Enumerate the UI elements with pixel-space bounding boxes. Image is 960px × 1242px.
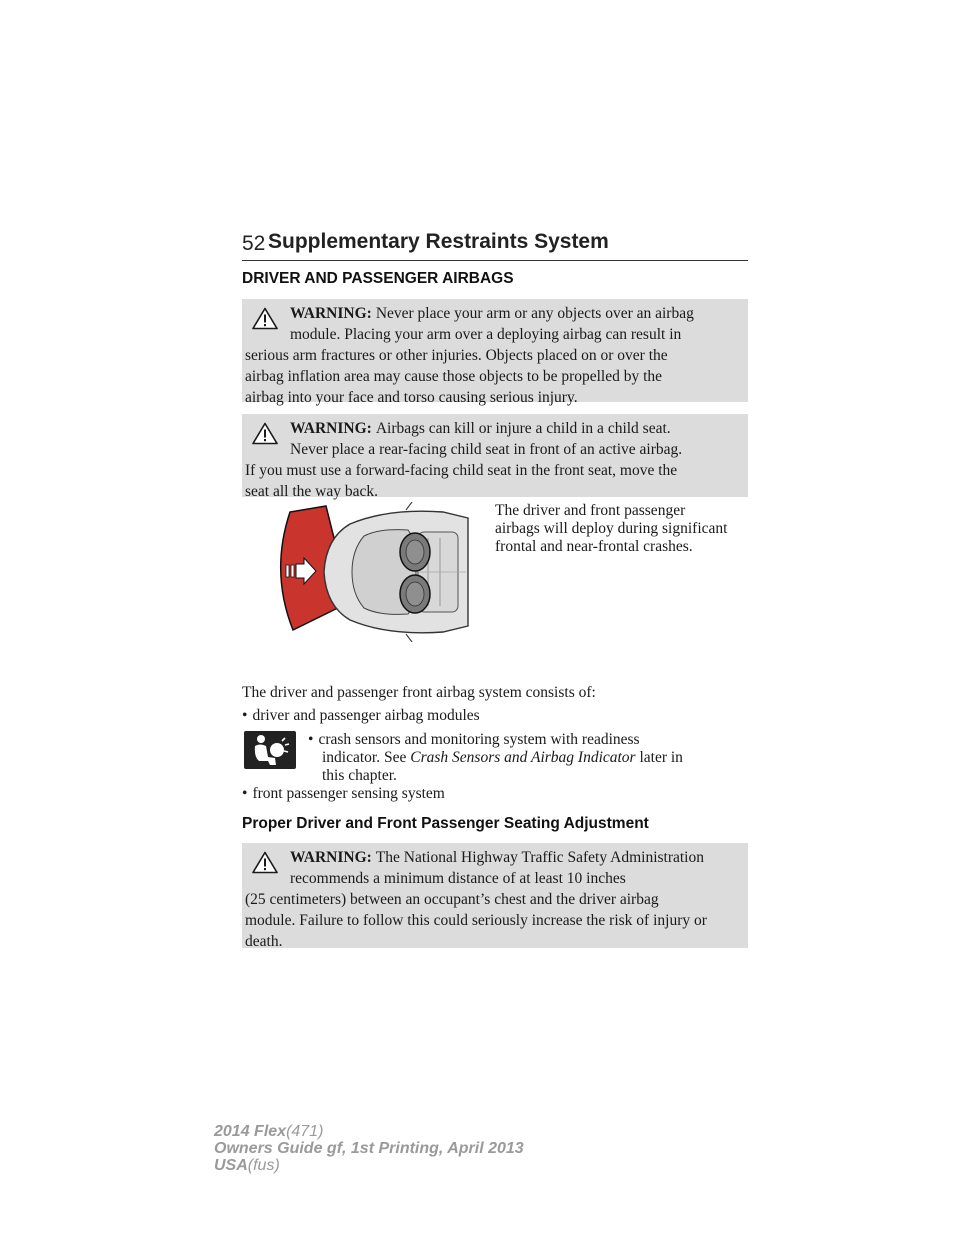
warning-label: WARNING: bbox=[290, 305, 372, 322]
warning-text-line: death. bbox=[245, 933, 283, 950]
footer-printing: Owners Guide gf, 1st Printing, April 2013 bbox=[214, 1140, 524, 1157]
page-footer bbox=[214, 1123, 524, 1174]
chapter-title: Supplementary Restraints System bbox=[268, 230, 609, 253]
footer-model: 2014 Flex bbox=[214, 1123, 287, 1140]
warning-text-line: If you must use a forward-facing child seat in the front seat, move the bbox=[245, 462, 678, 479]
warning-text-line: airbag into your face and torso causing serious injury. bbox=[245, 389, 578, 406]
warning-text-line: module. Failure to follow this could seriously increase the risk of injury or bbox=[245, 912, 707, 929]
text-line: The driver and front passenger bbox=[495, 502, 686, 519]
deploy-description bbox=[495, 502, 727, 556]
warning-text-line: module. Placing your arm over a deploying airbag can result in bbox=[290, 326, 682, 343]
warning-box-arm bbox=[242, 299, 748, 406]
page-number: 52 bbox=[242, 232, 266, 255]
text-line: frontal and near-frontal crashes. bbox=[495, 538, 693, 555]
bullet-item bbox=[242, 785, 445, 803]
airbag-icon bbox=[400, 533, 430, 571]
warning-text-line: airbag inflation area may cause those objects to be propelled by the bbox=[245, 368, 663, 385]
bullet-text: front passenger sensing system bbox=[252, 785, 445, 802]
warning-text-line: recommends a minimum distance of at least 10 inches bbox=[290, 870, 626, 887]
page-header bbox=[242, 230, 748, 261]
warning-text-line: (25 centimeters) between an occupant’s chest and the driver airbag bbox=[245, 891, 659, 908]
airbag-deployment-illustration bbox=[268, 502, 478, 642]
warning-triangle-icon bbox=[252, 422, 278, 445]
footer-market: USA bbox=[214, 1157, 248, 1174]
warning-triangle-icon bbox=[252, 307, 278, 330]
airbag-warning-indicator-icon bbox=[244, 731, 296, 769]
text-line: airbags will deploy during significant bbox=[495, 520, 728, 537]
warning-box-distance bbox=[242, 843, 748, 948]
bullet-marker: • bbox=[308, 731, 314, 748]
section-heading-seating: Proper Driver and Front Passenger Seating Adjustment bbox=[242, 815, 649, 832]
system-components-intro: The driver and passenger front airbag system consists of: bbox=[242, 684, 596, 701]
bullet-text: driver and passenger airbag modules bbox=[252, 707, 480, 724]
warning-label: WARNING: bbox=[290, 849, 372, 866]
warning-text-line: The National Highway Traffic Safety Administration bbox=[375, 849, 704, 866]
bullet-text: indicator. See bbox=[322, 749, 411, 766]
airbag-icon bbox=[400, 575, 430, 613]
bullet-marker: • bbox=[242, 707, 248, 724]
footer-market-code: (fus) bbox=[247, 1157, 280, 1174]
warning-text-line: seat all the way back. bbox=[245, 483, 378, 500]
bullet-item bbox=[242, 707, 480, 725]
cross-reference-link[interactable]: Crash Sensors and Airbag Indicator bbox=[410, 749, 636, 766]
section-heading-airbags: DRIVER AND PASSENGER AIRBAGS bbox=[242, 270, 514, 287]
bullet-marker: • bbox=[242, 785, 248, 802]
footer-model-code: (471) bbox=[286, 1123, 324, 1140]
bullet-text: this chapter. bbox=[322, 767, 397, 784]
warning-label: WARNING: bbox=[290, 420, 372, 437]
warning-text-line: Airbags can kill or injure a child in a child seat. bbox=[375, 420, 671, 437]
vehicle-top-view-icon bbox=[324, 502, 468, 642]
warning-text-line: serious arm fractures or other injuries. Objects placed on or over the bbox=[245, 347, 668, 364]
bullet-text: later in bbox=[635, 749, 683, 766]
warning-text-line: Never place your arm or any objects over an airbag bbox=[375, 305, 694, 322]
bullet-item bbox=[308, 731, 683, 785]
warning-triangle-icon bbox=[252, 851, 278, 874]
warning-text-line: Never place a rear-facing child seat in front of an active airbag. bbox=[290, 441, 683, 458]
warning-box-child-seat bbox=[242, 414, 748, 500]
bullet-text: crash sensors and monitoring system with readiness bbox=[318, 731, 640, 748]
